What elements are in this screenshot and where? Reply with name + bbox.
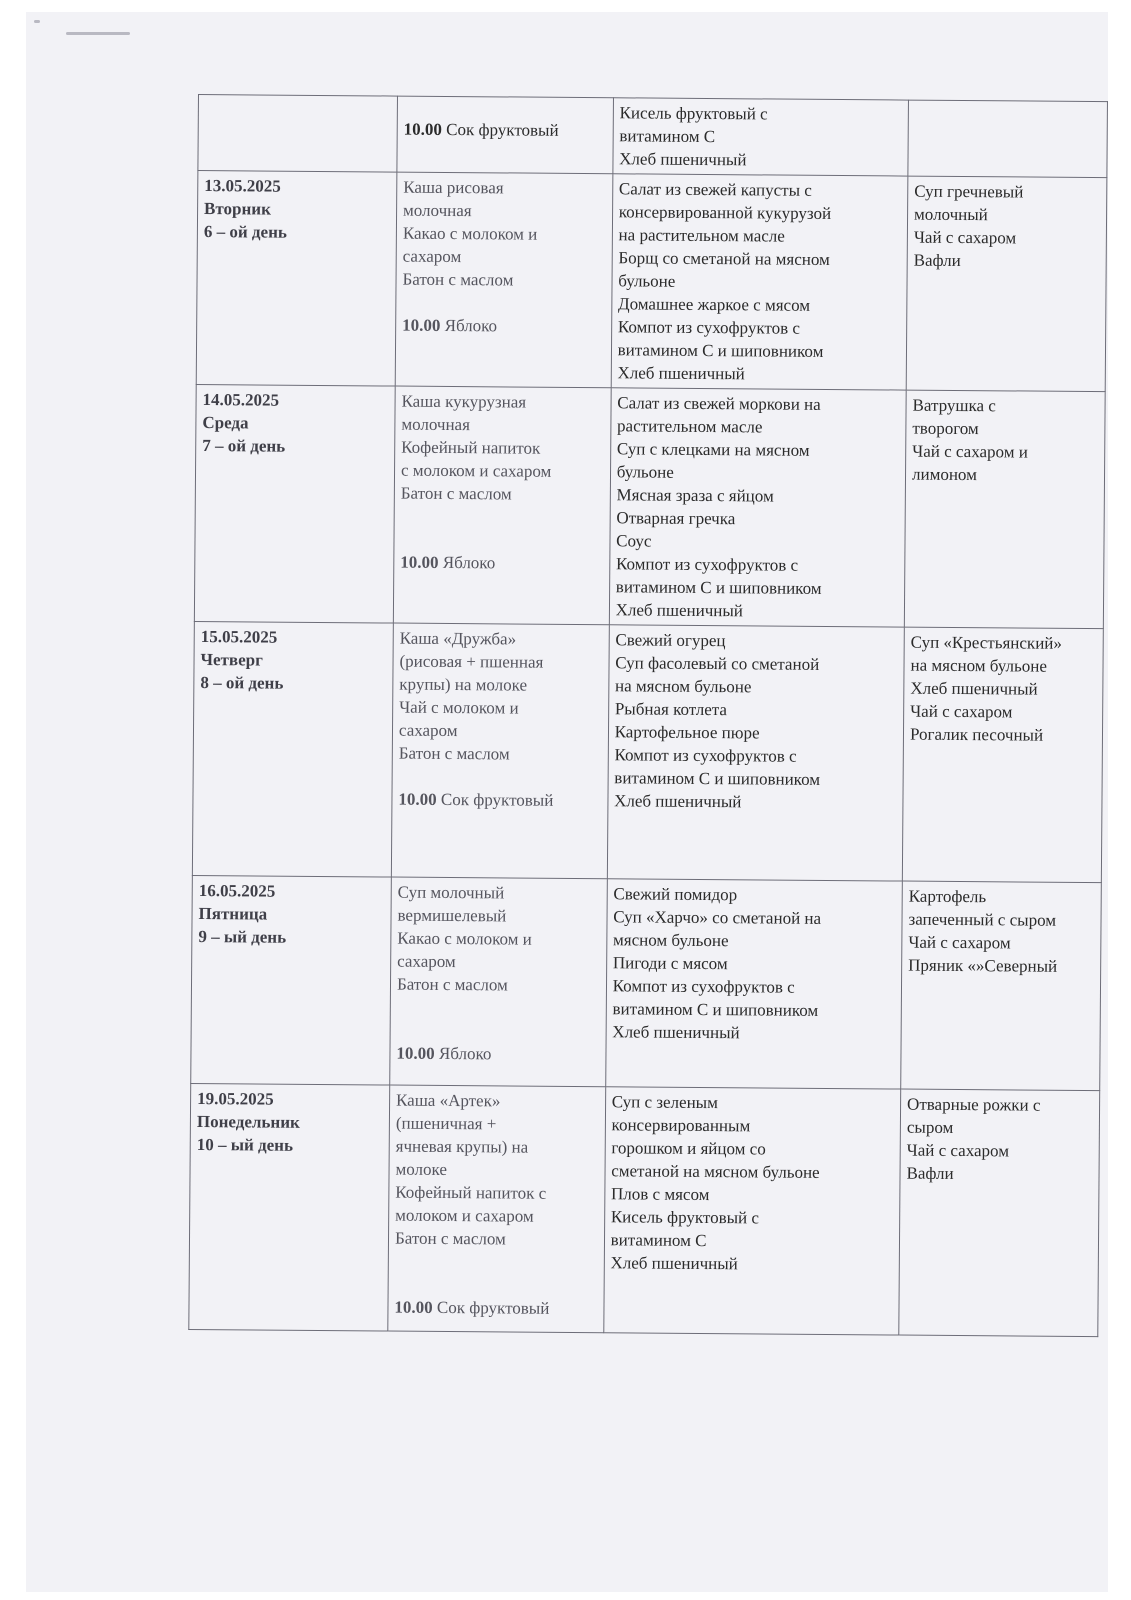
spacer	[400, 528, 603, 553]
menu-line: Рогалик песочный	[909, 724, 1044, 745]
menu-line: молочный	[914, 204, 988, 225]
menu-line: Хлеб пшеничный	[910, 678, 1038, 699]
menu-line: Свежий огурец	[615, 630, 726, 651]
menu-line: Домашнее жаркое с мясом	[617, 294, 811, 315]
weekday-text: Четверг	[200, 650, 263, 670]
lunch-cell	[609, 388, 906, 627]
menu-line: Салат из свежей капусты с	[618, 179, 812, 200]
menu-line: Мясная зраза с яйцом	[616, 485, 774, 506]
menu-line: Картофель	[908, 886, 987, 907]
lunch-cell	[607, 625, 904, 881]
snack-item: Сок фруктовый	[436, 1297, 550, 1318]
menu-line: сахаром	[402, 246, 462, 267]
menu-line: бульоне	[616, 462, 674, 482]
menu-line: Каша «Артек»	[395, 1090, 501, 1111]
menu-line: запеченный с сыром	[908, 909, 1057, 930]
menu-line: витамином С и шиповником	[614, 768, 821, 789]
day-label-text: 8 – ой день	[200, 673, 284, 693]
menu-line: витамином С и шиповником	[617, 340, 824, 361]
breakfast-cell	[393, 386, 611, 625]
menu-line: сахаром	[397, 951, 456, 972]
menu-line: Компот из сухофруктов с	[614, 745, 797, 766]
menu-line: Кисель фруктовый с	[610, 1207, 760, 1228]
menu-line: молочная	[401, 414, 471, 435]
menu-line: на мясном бульоне	[910, 655, 1048, 676]
menu-line: Батон с маслом	[396, 974, 508, 995]
snack-time: 10.00	[398, 789, 437, 809]
lunch-cell	[613, 98, 909, 176]
snack-item: Яблоко	[444, 315, 498, 336]
menu-line: Хлеб пшеничный	[617, 363, 745, 384]
afternoon-cell	[899, 1089, 1100, 1337]
snack-time: 10.00	[396, 1043, 435, 1063]
afternoon-cell	[908, 100, 1108, 178]
menu-line: Чай с сахаром	[913, 227, 1017, 248]
menu-line: Компот из сухофруктов с	[617, 317, 801, 338]
menu-line: консервированным	[611, 1115, 751, 1136]
menu-line: Батон с маслом	[394, 1228, 506, 1249]
day-label-text: 7 – ой день	[202, 436, 286, 456]
snack-time: 10.00	[403, 119, 443, 139]
menu-line: Борщ со сметаной на мясном	[618, 248, 830, 269]
menu-line: бульоне	[618, 271, 676, 291]
lunch-cell	[605, 879, 902, 1089]
menu-line: Хлеб пшеничный	[612, 1022, 740, 1043]
menu-line: Чай с сахаром	[906, 1140, 1010, 1161]
menu-line: Пигоди с мясом	[612, 953, 728, 974]
menu-line: Компот из сухофруктов с	[615, 554, 799, 575]
menu-line: сметаной на мясном бульоне	[611, 1161, 820, 1182]
menu-line: сыром	[906, 1117, 954, 1137]
menu-line: витамином С	[619, 126, 716, 147]
spacer	[402, 291, 605, 316]
menu-line: Пряник «»Северный	[908, 955, 1058, 976]
weekday-text: Пятница	[198, 904, 268, 924]
menu-line: Суп молочный	[397, 882, 505, 903]
scan-smudge	[66, 32, 130, 35]
table-row	[198, 95, 1108, 178]
menu-line: (рисовая + пшенная	[399, 651, 544, 672]
date-text: 14.05.2025	[202, 390, 280, 410]
snack-item: Яблоко	[438, 1043, 492, 1064]
snack-time: 10.00	[394, 1297, 433, 1317]
menu-line: Батон с маслом	[400, 483, 512, 504]
menu-line: Чай с сахаром	[908, 932, 1011, 953]
menu-line: консервированной кукурузой	[618, 202, 832, 223]
snack-line	[402, 314, 605, 339]
date-cell	[194, 384, 395, 623]
menu-line: Свежий помидор	[613, 884, 738, 905]
menu-line: Салат из свежей моркови на	[617, 393, 821, 414]
day-label-text: 10 – ый день	[196, 1135, 294, 1155]
afternoon-cell	[902, 627, 1103, 883]
lunch-cell	[603, 1087, 900, 1335]
menu-line: вермишелевый	[397, 905, 507, 926]
menu-line: Суп фасолевый со сметаной	[615, 653, 820, 674]
menu-line: Батон с маслом	[398, 743, 510, 764]
menu-table	[188, 94, 1108, 1337]
menu-line: Хлеб пшеничный	[614, 791, 742, 812]
weekday-text: Среда	[202, 413, 249, 433]
menu-line: Кофейный напиток	[401, 437, 541, 458]
menu-line: Суп с клецками на мясном	[616, 439, 810, 460]
date-cell	[192, 621, 393, 877]
menu-line: Вафли	[913, 250, 961, 270]
menu-line: молочная	[402, 200, 472, 221]
menu-line: Хлеб пшеничный	[615, 600, 744, 621]
menu-line: молоком и сахаром	[395, 1205, 534, 1226]
spacer	[395, 1273, 598, 1298]
date-cell	[196, 171, 397, 387]
afternoon-cell	[901, 881, 1102, 1091]
date-text: 15.05.2025	[200, 627, 278, 647]
menu-line: Вафли	[906, 1163, 954, 1183]
snack-time: 10.00	[400, 552, 439, 572]
menu-line: Каша «Дружба»	[399, 628, 517, 649]
day-label-text: 6 – ой день	[203, 222, 287, 242]
menu-line: Ватрушка с	[912, 395, 996, 416]
menu-line: с молоком и сахаром	[400, 460, 552, 481]
spacer	[401, 505, 604, 530]
date-text: 16.05.2025	[198, 881, 276, 901]
menu-line: Батон с маслом	[402, 269, 514, 290]
menu-line: Компот из сухофруктов с	[612, 976, 795, 997]
menu-line: Какао с молоком и	[397, 928, 532, 949]
menu-line: Чай с сахаром	[910, 701, 1013, 722]
menu-line: Соус	[616, 531, 652, 551]
breakfast-cell	[395, 172, 612, 388]
menu-line: Суп «Крестьянский»	[910, 632, 1063, 653]
menu-line: растительном масле	[617, 416, 763, 437]
table-row	[194, 384, 1105, 628]
menu-line: Картофельное пюре	[614, 722, 760, 743]
table-row	[191, 875, 1102, 1090]
menu-line: на мясном бульоне	[614, 676, 752, 697]
snack-line	[394, 1296, 597, 1321]
spacer	[399, 765, 602, 790]
afternoon-cell	[906, 176, 1107, 392]
menu-line: Суп с зеленым	[611, 1092, 718, 1113]
date-cell	[198, 95, 398, 173]
menu-line: Чай с сахаром и	[912, 441, 1028, 462]
menu-line: творогом	[912, 418, 979, 439]
menu-line: Отварная гречка	[616, 508, 736, 529]
menu-line: Суп «Харчо» со сметаной на	[613, 907, 822, 928]
menu-line: Какао с молоком и	[402, 223, 538, 244]
day-label-text: 9 – ый день	[198, 927, 287, 947]
menu-line: Кофейный напиток с	[395, 1182, 547, 1203]
breakfast-cell	[388, 1085, 606, 1333]
table-row	[192, 621, 1103, 882]
menu-line: Хлеб пшеничный	[619, 149, 747, 170]
menu-line: молоке	[395, 1159, 448, 1179]
menu-line: Суп гречневый	[914, 181, 1024, 202]
afternoon-cell	[904, 390, 1105, 629]
weekday-text: Вторник	[204, 199, 271, 219]
menu-line: лимоном	[911, 464, 977, 485]
menu-line: Каша рисовая	[403, 177, 504, 198]
menu-line: витамином С и шиповником	[615, 577, 822, 598]
table-row	[196, 171, 1107, 392]
date-cell	[191, 875, 392, 1085]
menu-line: витамином С	[610, 1230, 707, 1251]
spacer	[395, 1250, 598, 1275]
date-text: 13.05.2025	[204, 176, 281, 196]
menu-line: сахаром	[398, 720, 458, 741]
menu-line: Хлеб пшеничный	[610, 1253, 738, 1274]
menu-line: мясном бульоне	[612, 930, 729, 951]
menu-line: на растительном масле	[618, 225, 785, 246]
spacer	[397, 996, 600, 1021]
snack-line	[396, 1042, 599, 1067]
snack-item: Яблоко	[442, 552, 496, 573]
menu-line: крупы) на молоке	[399, 674, 528, 695]
menu-line: Чай с молоком и	[399, 697, 519, 718]
snack-line	[400, 551, 603, 576]
weekday-text: Понедельник	[196, 1112, 300, 1132]
menu-line: Отварные рожки с	[907, 1094, 1041, 1115]
menu-line: ячневая крупы) на	[395, 1136, 529, 1157]
snack-item: Сок фруктовый	[446, 119, 559, 140]
date-text: 19.05.2025	[197, 1089, 274, 1109]
breakfast-cell	[390, 877, 607, 1087]
lunch-cell	[611, 174, 908, 390]
menu-line: Каша кукурузная	[401, 391, 527, 412]
table-row	[189, 1083, 1100, 1336]
menu-line: витамином С и шиповником	[612, 999, 819, 1020]
menu-line: (пшеничная +	[395, 1113, 497, 1134]
menu-line: Кисель фруктовый с	[619, 103, 768, 124]
menu-line: Плов с мясом	[610, 1184, 710, 1205]
breakfast-cell	[397, 96, 613, 174]
snack-item: Сок фруктовый	[440, 789, 554, 810]
breakfast-cell	[391, 623, 609, 879]
snack-line	[398, 788, 601, 813]
menu-line: горошком и яйцом со	[611, 1138, 766, 1159]
snack-time: 10.00	[402, 315, 441, 335]
menu-line: Рыбная котлета	[614, 699, 728, 720]
scan-dot	[34, 20, 40, 23]
date-cell	[189, 1083, 390, 1331]
spacer	[397, 1019, 600, 1044]
